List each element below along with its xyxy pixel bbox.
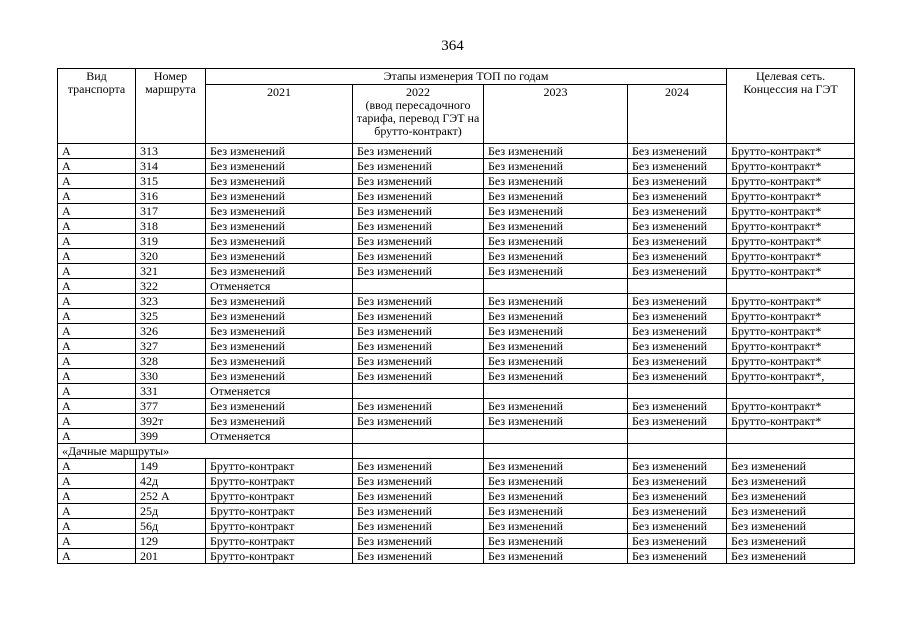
table-row: [58, 519, 855, 534]
cell-transport-type: А: [58, 324, 136, 339]
cell-2024: [628, 384, 727, 399]
cell-route-number: 328: [136, 354, 206, 369]
cell-transport-type: А: [58, 279, 136, 294]
section-body: [58, 444, 855, 459]
cell-2022: Без изменений: [353, 519, 484, 534]
cell-2024: Без изменений: [628, 459, 727, 474]
cell-transport-type: А: [58, 534, 136, 549]
cell-transport-type: А: [58, 144, 136, 159]
cell-route-number: 315: [136, 174, 206, 189]
cell-target: Брутто-контракт*,: [727, 369, 855, 384]
cell-transport-type: А: [58, 189, 136, 204]
cell-2023: Без изменений: [484, 264, 628, 279]
cell-2021: Без изменений: [206, 249, 353, 264]
cell-2024: Без изменений: [628, 324, 727, 339]
cell-2024: Без изменений: [628, 204, 727, 219]
cell-2024: Без изменений: [628, 234, 727, 249]
header-year-2022: [353, 85, 484, 144]
cell-2023: Без изменений: [484, 204, 628, 219]
cell-transport-type: А: [58, 429, 136, 444]
header-year-label: 2024: [665, 85, 690, 99]
cell-2021: Без изменений: [206, 369, 353, 384]
cell-2023: Без изменений: [484, 309, 628, 324]
cell-route-number: 149: [136, 459, 206, 474]
cell-2021: Без изменений: [206, 174, 353, 189]
cell-2021: Брутто-контракт: [206, 474, 353, 489]
table-row: [58, 354, 855, 369]
cell-transport-type: А: [58, 249, 136, 264]
cell-2023: Без изменений: [484, 504, 628, 519]
cell-route-number: 322: [136, 279, 206, 294]
cell-transport-type: А: [58, 174, 136, 189]
cell-2024: Без изменений: [628, 519, 727, 534]
cell-2024: Без изменений: [628, 354, 727, 369]
cell-target: Брутто-контракт*: [727, 234, 855, 249]
cell-route-number: 316: [136, 189, 206, 204]
cell-transport-type: А: [58, 399, 136, 414]
cell-2022: Без изменений: [353, 354, 484, 369]
cell-2023: Без изменений: [484, 219, 628, 234]
cell-2024: Без изменений: [628, 414, 727, 429]
cell-route-number: 327: [136, 339, 206, 354]
cell-2022: Без изменений: [353, 264, 484, 279]
cell-2023: Без изменений: [484, 519, 628, 534]
cell-target: Брутто-контракт*: [727, 249, 855, 264]
cell-route-number: 129: [136, 534, 206, 549]
cell-2021: Отменяется: [206, 384, 353, 399]
table-cell: [628, 444, 727, 459]
cell-2021: Без изменений: [206, 339, 353, 354]
cell-2022: [353, 429, 484, 444]
cell-target: [727, 429, 855, 444]
table-row: [58, 279, 855, 294]
cell-2021: Без изменений: [206, 234, 353, 249]
cell-2024: Без изменений: [628, 264, 727, 279]
cell-2022: Без изменений: [353, 249, 484, 264]
cell-transport-type: А: [58, 309, 136, 324]
table-cell: [484, 444, 628, 459]
cell-target: [727, 279, 855, 294]
cell-2024: Без изменений: [628, 309, 727, 324]
cell-2023: [484, 384, 628, 399]
cell-2024: Без изменений: [628, 294, 727, 309]
main-routes-body: [58, 144, 855, 444]
cell-transport-type: А: [58, 384, 136, 399]
cell-transport-type: А: [58, 474, 136, 489]
table-row: [58, 534, 855, 549]
header-year-label: 2023: [543, 85, 568, 99]
cell-route-number: 330: [136, 369, 206, 384]
table-row: [58, 294, 855, 309]
cell-2021: Без изменений: [206, 414, 353, 429]
cell-2024: [628, 279, 727, 294]
cell-2022: [353, 279, 484, 294]
cell-2021: Без изменений: [206, 354, 353, 369]
cell-2021: Без изменений: [206, 144, 353, 159]
cell-2024: Без изменений: [628, 339, 727, 354]
header-row-1: [58, 69, 855, 85]
cell-transport-type: А: [58, 159, 136, 174]
cell-transport-type: А: [58, 219, 136, 234]
table-row: [58, 144, 855, 159]
cell-2023: [484, 429, 628, 444]
cell-2024: Без изменений: [628, 474, 727, 489]
cell-2024: Без изменений: [628, 549, 727, 564]
cell-2021: Брутто-контракт: [206, 489, 353, 504]
header-target: Целевая сеть. Концессия на ГЭТ: [727, 69, 855, 144]
header-year-2021: [206, 85, 353, 144]
header-route-number: Номер маршрута: [136, 69, 206, 144]
header-year-note: (ввод пересадочного тарифа, перевод ГЭТ на брутто-контракт): [356, 98, 480, 138]
cell-route-number: 313: [136, 144, 206, 159]
cell-2021: Без изменений: [206, 309, 353, 324]
cell-2023: Без изменений: [484, 144, 628, 159]
cell-2021: Без изменений: [206, 324, 353, 339]
cell-2021: Брутто-контракт: [206, 504, 353, 519]
cell-2024: [628, 429, 727, 444]
cell-2022: Без изменений: [353, 174, 484, 189]
cell-2021: Без изменений: [206, 204, 353, 219]
cell-transport-type: А: [58, 504, 136, 519]
cell-transport-type: А: [58, 264, 136, 279]
cell-2022: Без изменений: [353, 309, 484, 324]
cell-transport-type: А: [58, 204, 136, 219]
cell-target: Брутто-контракт*: [727, 174, 855, 189]
cell-route-number: 320: [136, 249, 206, 264]
cell-2023: Без изменений: [484, 474, 628, 489]
table-row: [58, 249, 855, 264]
cell-2021: Без изменений: [206, 219, 353, 234]
cell-target: Без изменений: [727, 459, 855, 474]
cell-target: Брутто-контракт*: [727, 294, 855, 309]
table-row: [58, 399, 855, 414]
cell-target: Брутто-контракт*: [727, 414, 855, 429]
header-year-2023: [484, 85, 628, 144]
cell-2022: Без изменений: [353, 489, 484, 504]
cell-2022: Без изменений: [353, 294, 484, 309]
header-year-label: 2021: [267, 85, 291, 99]
cell-2021: Брутто-контракт: [206, 534, 353, 549]
cell-route-number: 314: [136, 159, 206, 174]
cell-transport-type: А: [58, 459, 136, 474]
cell-target: [727, 384, 855, 399]
cell-route-number: 42д: [136, 474, 206, 489]
table-cell: [353, 444, 484, 459]
cell-target: Брутто-контракт*: [727, 204, 855, 219]
cell-2023: Без изменений: [484, 174, 628, 189]
section-row: [58, 444, 855, 459]
cell-2021: Брутто-контракт: [206, 459, 353, 474]
cell-route-number: 56д: [136, 519, 206, 534]
table-row: [58, 219, 855, 234]
cell-route-number: 317: [136, 204, 206, 219]
cell-2022: Без изменений: [353, 324, 484, 339]
cell-transport-type: А: [58, 489, 136, 504]
table-row: [58, 189, 855, 204]
table-row: [58, 309, 855, 324]
routes-table: [57, 68, 855, 564]
cell-route-number: 399: [136, 429, 206, 444]
table-cell: [727, 444, 855, 459]
cell-2024: Без изменений: [628, 534, 727, 549]
cell-2024: Без изменений: [628, 249, 727, 264]
cell-2023: Без изменений: [484, 159, 628, 174]
cell-2024: Без изменений: [628, 219, 727, 234]
cell-2023: Без изменений: [484, 189, 628, 204]
cell-route-number: 326: [136, 324, 206, 339]
cell-2022: Без изменений: [353, 414, 484, 429]
cell-target: Брутто-контракт*: [727, 159, 855, 174]
cell-2023: Без изменений: [484, 234, 628, 249]
cell-2021: Брутто-контракт: [206, 519, 353, 534]
table-row: [58, 369, 855, 384]
cell-transport-type: А: [58, 234, 136, 249]
cell-2021: Без изменений: [206, 189, 353, 204]
cell-2022: [353, 384, 484, 399]
cell-2023: Без изменений: [484, 369, 628, 384]
cell-route-number: 323: [136, 294, 206, 309]
cell-2021: Без изменений: [206, 294, 353, 309]
cell-2023: Без изменений: [484, 324, 628, 339]
cell-route-number: 377: [136, 399, 206, 414]
table-row: [58, 414, 855, 429]
table-row: [58, 339, 855, 354]
table-row: [58, 234, 855, 249]
cell-2024: Без изменений: [628, 369, 727, 384]
table-row: [58, 429, 855, 444]
cell-2023: Без изменений: [484, 399, 628, 414]
cell-target: Брутто-контракт*: [727, 144, 855, 159]
cell-2024: Без изменений: [628, 174, 727, 189]
cell-target: Брутто-контракт*: [727, 189, 855, 204]
cell-2024: Без изменений: [628, 144, 727, 159]
cell-2022: Без изменений: [353, 219, 484, 234]
cell-target: Брутто-контракт*: [727, 324, 855, 339]
table-row: [58, 204, 855, 219]
table-row: [58, 384, 855, 399]
dacha-routes-body: [58, 459, 855, 564]
cell-2021: Отменяется: [206, 279, 353, 294]
table-row: [58, 489, 855, 504]
page-number: 364: [441, 38, 464, 54]
cell-2022: Без изменений: [353, 474, 484, 489]
cell-route-number: 325: [136, 309, 206, 324]
cell-2021: Без изменений: [206, 399, 353, 414]
table-row: [58, 504, 855, 519]
cell-2022: Без изменений: [353, 204, 484, 219]
cell-2022: Без изменений: [353, 369, 484, 384]
cell-target: Без изменений: [727, 534, 855, 549]
cell-2021: Отменяется: [206, 429, 353, 444]
cell-target: Без изменений: [727, 474, 855, 489]
table-row: [58, 474, 855, 489]
cell-2021: Без изменений: [206, 264, 353, 279]
cell-2024: Без изменений: [628, 504, 727, 519]
table-row: [58, 264, 855, 279]
cell-target: Без изменений: [727, 504, 855, 519]
cell-target: Без изменений: [727, 519, 855, 534]
cell-2021: Без изменений: [206, 159, 353, 174]
header-stages: Этапы изменерия ТОП по годам: [206, 69, 727, 85]
cell-route-number: 321: [136, 264, 206, 279]
cell-route-number: 392т: [136, 414, 206, 429]
cell-2022: Без изменений: [353, 549, 484, 564]
cell-transport-type: А: [58, 294, 136, 309]
cell-2024: Без изменений: [628, 189, 727, 204]
cell-route-number: 25д: [136, 504, 206, 519]
cell-transport-type: А: [58, 549, 136, 564]
cell-2023: Без изменений: [484, 414, 628, 429]
cell-route-number: 201: [136, 549, 206, 564]
cell-route-number: 318: [136, 219, 206, 234]
cell-route-number: 319: [136, 234, 206, 249]
table-row: [58, 459, 855, 474]
cell-2023: Без изменений: [484, 249, 628, 264]
cell-2022: Без изменений: [353, 144, 484, 159]
cell-transport-type: А: [58, 414, 136, 429]
cell-route-number: 331: [136, 384, 206, 399]
cell-2022: Без изменений: [353, 159, 484, 174]
header-year-label: 2022: [406, 85, 430, 99]
cell-2022: Без изменений: [353, 189, 484, 204]
table-row: [58, 174, 855, 189]
cell-target: Без изменений: [727, 549, 855, 564]
table-row: [58, 549, 855, 564]
cell-target: Брутто-контракт*: [727, 354, 855, 369]
cell-transport-type: А: [58, 369, 136, 384]
cell-2022: Без изменений: [353, 339, 484, 354]
cell-2023: Без изменений: [484, 354, 628, 369]
cell-target: Брутто-контракт*: [727, 399, 855, 414]
table-row: [58, 324, 855, 339]
cell-transport-type: А: [58, 354, 136, 369]
cell-2022: Без изменений: [353, 399, 484, 414]
cell-2023: Без изменений: [484, 459, 628, 474]
section-label: «Дачные маршруты»: [58, 444, 353, 459]
cell-2022: Без изменений: [353, 234, 484, 249]
cell-2022: Без изменений: [353, 459, 484, 474]
cell-target: Брутто-контракт*: [727, 309, 855, 324]
cell-2022: Без изменений: [353, 534, 484, 549]
cell-target: Без изменений: [727, 489, 855, 504]
header-transport-type: Вид транспорта: [58, 69, 136, 144]
cell-target: Брутто-контракт*: [727, 264, 855, 279]
cell-2023: Без изменений: [484, 549, 628, 564]
cell-2023: [484, 279, 628, 294]
cell-2023: Без изменений: [484, 534, 628, 549]
cell-2024: Без изменений: [628, 159, 727, 174]
cell-transport-type: А: [58, 339, 136, 354]
cell-2023: Без изменений: [484, 339, 628, 354]
cell-target: Брутто-контракт*: [727, 339, 855, 354]
cell-target: Брутто-контракт*: [727, 219, 855, 234]
cell-route-number: 252 А: [136, 489, 206, 504]
cell-2023: Без изменений: [484, 489, 628, 504]
cell-2024: Без изменений: [628, 489, 727, 504]
table-row: [58, 159, 855, 174]
cell-2023: Без изменений: [484, 294, 628, 309]
cell-2024: Без изменений: [628, 399, 727, 414]
header-year-2024: [628, 85, 727, 144]
cell-2022: Без изменений: [353, 504, 484, 519]
cell-transport-type: А: [58, 519, 136, 534]
cell-2021: Брутто-контракт: [206, 549, 353, 564]
